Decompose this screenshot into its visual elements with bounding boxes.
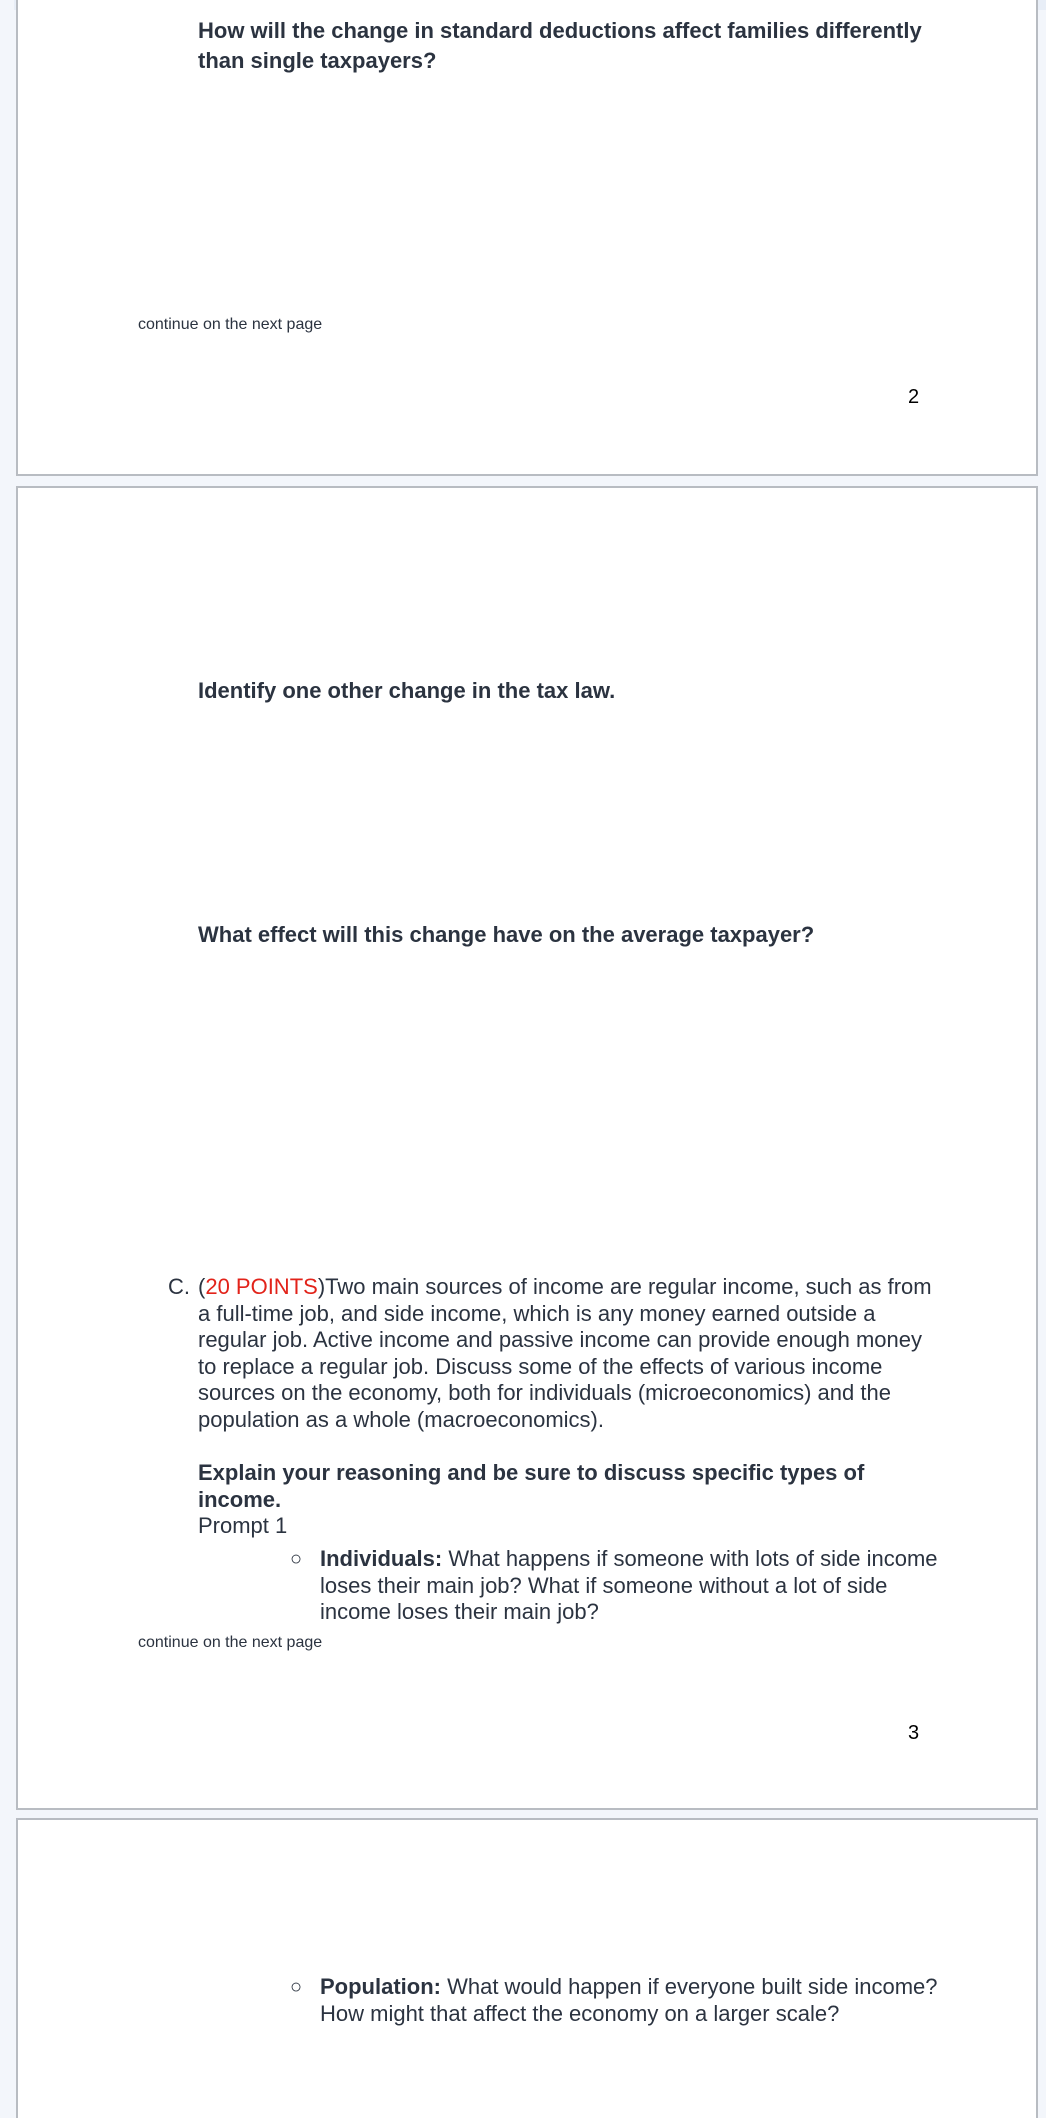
continue-note: continue on the next page xyxy=(138,316,323,333)
viewer-left-rail xyxy=(0,0,14,2096)
close-paren: ) xyxy=(317,1274,326,1299)
continue-note: continue on the next page xyxy=(138,1634,323,1651)
bullet-marker-population: ○ xyxy=(290,1976,303,1998)
item-c-paragraph xyxy=(198,1274,938,1433)
document-page-4 xyxy=(16,1818,1038,2118)
page-number: 2 xyxy=(908,386,920,408)
question-other-change: Identify one other change in the tax law. xyxy=(198,678,616,703)
bullet-marker-individuals: ○ xyxy=(290,1548,303,1570)
prompt-label: Prompt 1 xyxy=(198,1513,288,1538)
page-number: 3 xyxy=(908,1722,920,1744)
list-marker-c: C. xyxy=(168,1274,190,1299)
document-page-2 xyxy=(16,0,1038,476)
points-label: 20 POINTS xyxy=(205,1274,318,1299)
document-page-3 xyxy=(16,486,1038,1810)
bullet-individuals-label: Individuals: xyxy=(320,1546,443,1571)
open-paren: ( xyxy=(198,1274,206,1299)
question-effect-average-taxpayer: What effect will this change have on the average taxpayer? xyxy=(198,922,815,947)
instruction-text: Explain your reasoning and be sure to discuss specific types of income. xyxy=(198,1460,865,1512)
bullet-population-text: What would happen if everyone built side income? How might that affect the economy on a larger scale? xyxy=(320,1974,938,2026)
question-standard-deductions: How will the change in standard deductions affect families differently than single taxpayers? xyxy=(198,18,922,73)
bullet-individuals xyxy=(320,1546,940,1626)
bullet-individuals-text: What happens if someone with lots of side income loses their main job? What if someone without a lot of side income loses their main job? xyxy=(320,1546,938,1624)
item-c-body: Two main sources of income are regular income, such as from a full-time job, and side income, which is any money earned outside a regular job. Active income and passive income can provide enough money to replace a regular job. Discuss some of the effects of various income sources on the economy, both for individuals (microeconomics) and the population as a whole (macroeconomics). xyxy=(198,1274,932,1432)
bullet-population-label: Population: xyxy=(320,1974,441,1999)
bullet-population xyxy=(320,1974,940,2027)
